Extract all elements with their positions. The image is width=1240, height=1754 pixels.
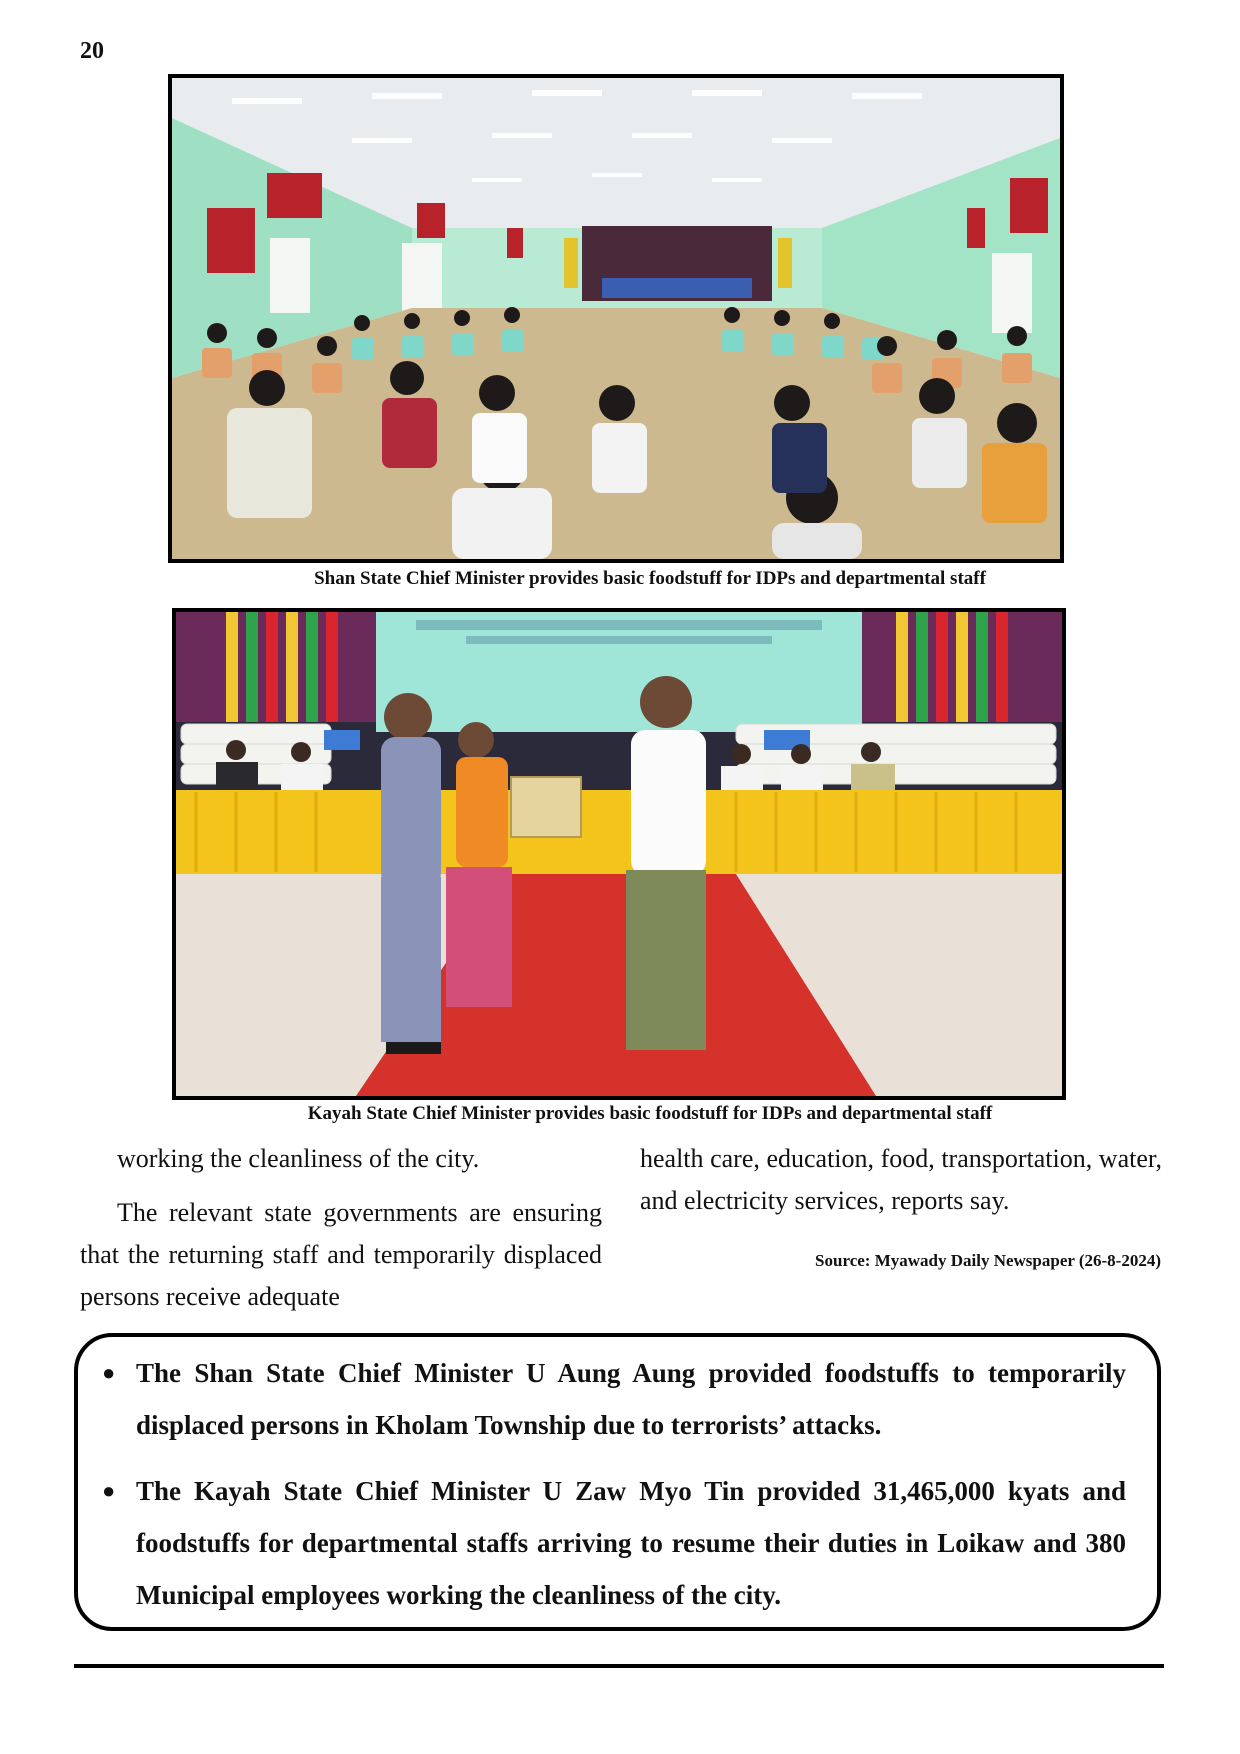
article-source: Source: Myawady Daily Newspaper (26-8-2024)	[815, 1251, 1161, 1270]
photo-caption-shan: Shan State Chief Minister provides basic foodstuff for IDPs and departmental staff	[314, 568, 986, 589]
summary-box	[74, 1333, 1161, 1631]
bullet-icon: ●	[102, 1478, 116, 1503]
photo-shan-distribution	[168, 74, 1064, 563]
summary-bullet	[102, 1347, 1126, 1451]
footer-rule	[74, 1664, 1164, 1668]
summary-bullet-text: The Kayah State Chief Minister U Zaw Myo Tin provided 31,465,000 kyats and foodstuffs for departmental staffs arriving to resume their duties in Loikaw and 380 Municipal employees working the cleanliness of the city.	[136, 1476, 1126, 1610]
page-number: 20	[80, 38, 104, 64]
summary-bullet	[102, 1465, 1126, 1621]
article-paragraph: working the cleanliness of the city.	[117, 1144, 480, 1173]
hall-photo-illustration	[172, 78, 1060, 559]
article-left-column	[80, 1138, 602, 1318]
photo-caption-kayah: Kayah State Chief Minister provides basic foodstuff for IDPs and departmental staff	[307, 1103, 993, 1124]
article-right-column	[640, 1138, 1162, 1222]
article-paragraph: The relevant state governments are ensuring that the returning staff and temporarily displaced persons receive adequate	[80, 1198, 602, 1311]
bullet-icon: ●	[102, 1360, 116, 1385]
photo-kayah-distribution	[172, 608, 1066, 1100]
ceremony-photo-illustration	[176, 612, 1062, 1096]
summary-bullet-text: The Shan State Chief Minister U Aung Aung provided foodstuffs to temporarily displaced persons in Kholam Township due to terrorists’ attacks.	[136, 1358, 1126, 1440]
article-paragraph: health care, education, food, transportation, water, and electricity services, reports say.	[640, 1144, 1162, 1215]
